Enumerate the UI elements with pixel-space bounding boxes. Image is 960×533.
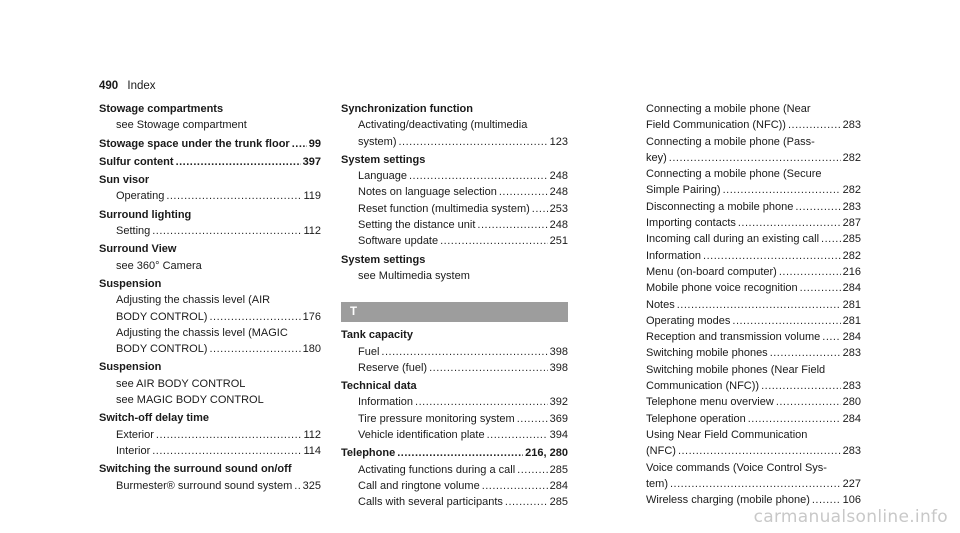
entry-text: Setting the distance unit — [358, 219, 476, 232]
index-column-3 — [629, 101, 861, 508]
index-heading: Surround View — [99, 243, 177, 256]
index-subentry — [629, 280, 861, 296]
index-subentry: see AIR BODY CONTROL — [116, 377, 246, 390]
page-ref: 284 — [842, 331, 861, 344]
entry-text: Communication (NFC)) — [646, 380, 760, 393]
index-heading: Sun visor — [99, 174, 150, 187]
dot-leader — [397, 445, 523, 461]
index-entry — [99, 172, 321, 205]
page-ref: 285 — [842, 233, 861, 246]
entry-text: Telephone menu overview — [646, 396, 774, 409]
index-column-1 — [99, 101, 321, 496]
index-subentry — [99, 427, 321, 443]
dot-leader — [779, 264, 841, 280]
dot-leader — [499, 184, 548, 200]
page-ref: 282 — [842, 184, 861, 197]
page-ref: 283 — [842, 119, 861, 132]
index-entry — [99, 207, 321, 240]
entry-text: Menu (on-board computer) — [646, 265, 777, 278]
page-ref: 283 — [842, 380, 861, 393]
page-ref: 227 — [842, 477, 861, 490]
watermark: carmanualsonline.info — [753, 507, 948, 527]
index-heading: Switching the surround sound on/off — [99, 463, 292, 476]
letter-divider-t: T — [341, 302, 568, 322]
index-subentry — [629, 182, 861, 198]
index-subentry — [629, 231, 861, 247]
dot-leader — [440, 233, 548, 249]
index-entry — [341, 378, 568, 443]
page-ref: 287 — [842, 217, 861, 230]
page-ref: 283 — [842, 200, 861, 213]
entry-text: Activating functions during a call — [358, 463, 516, 476]
dot-leader — [738, 215, 841, 231]
index-column-2-t-entries — [341, 327, 568, 510]
entry-text: Notes on language selection — [358, 186, 497, 199]
page-ref: 398 — [549, 345, 568, 358]
dot-leader — [732, 313, 840, 329]
dot-leader — [209, 341, 300, 357]
entry-text: Vehicle identification plate — [358, 429, 485, 442]
index-subentry — [629, 248, 861, 264]
index-subentry: Voice commands (Voice Control Sys- — [646, 461, 827, 474]
page-ref: 281 — [842, 314, 861, 327]
entry-text: Operating — [116, 190, 165, 203]
page-ref: 282 — [842, 151, 861, 164]
entry-text: tem) — [646, 477, 668, 490]
dot-leader — [821, 231, 841, 247]
index-heading: Stowage compartments — [99, 103, 224, 115]
page-ref: 394 — [549, 429, 568, 442]
entry-text: Importing contacts — [646, 217, 736, 230]
index-heading: Switch-off delay time — [99, 412, 210, 425]
index-subentry — [341, 217, 568, 233]
entry-text: Language — [358, 170, 407, 183]
index-column-2-s-entries — [341, 101, 568, 284]
index-heading: System settings — [341, 253, 426, 266]
page-ref: 248 — [549, 186, 568, 199]
dot-leader — [677, 297, 841, 313]
dot-leader — [482, 478, 548, 494]
entry-text: Reception and transmission volume — [646, 331, 821, 344]
index-subentry — [99, 443, 321, 459]
index-subentry — [629, 476, 861, 492]
dot-leader — [429, 360, 548, 376]
entry-text: Stowage space under the trunk floor — [99, 137, 290, 150]
dot-leader — [415, 394, 548, 410]
dot-leader — [152, 443, 301, 459]
index-subentry — [629, 492, 861, 508]
page-ref: 284 — [549, 479, 568, 492]
index-subentry — [341, 344, 568, 360]
page-ref: 369 — [549, 412, 568, 425]
entry-text: Wireless charging (mobile phone) — [646, 494, 810, 507]
index-subentry: see MAGIC BODY CONTROL — [116, 394, 264, 407]
entry-text: BODY CONTROL) — [116, 343, 208, 356]
entry-text: Mobile phone voice recognition — [646, 282, 798, 295]
index-heading — [341, 445, 568, 461]
dot-leader — [294, 478, 300, 494]
entry-text: Information — [646, 249, 702, 262]
dot-leader — [156, 427, 302, 443]
page-ref: 281 — [842, 298, 861, 311]
entry-text: system) — [358, 135, 397, 148]
dot-leader — [788, 117, 841, 133]
index-entry — [99, 154, 321, 170]
index-subentry — [99, 309, 321, 325]
index-heading: System settings — [341, 153, 426, 166]
dot-leader — [776, 394, 841, 410]
entry-text: Notes — [646, 298, 675, 311]
index-heading: Synchronization function — [341, 103, 473, 115]
index-entry — [341, 445, 568, 510]
entry-text: Simple Pairing) — [646, 184, 721, 197]
index-subentry — [629, 199, 861, 215]
entry-text: (NFC) — [646, 445, 676, 458]
entry-text: Reserve (fuel) — [358, 361, 428, 374]
index-subentry: Switching mobile phones (Near Field — [646, 363, 826, 376]
page-ref: 325 — [302, 479, 321, 492]
dot-leader — [152, 223, 301, 239]
index-subentry: Connecting a mobile phone (Secure — [646, 168, 822, 181]
dot-leader — [381, 344, 547, 360]
dot-leader — [795, 199, 840, 215]
index-subentry: Connecting a mobile phone (Near — [646, 103, 811, 115]
index-heading — [99, 136, 321, 152]
index-subentry — [629, 345, 861, 361]
dot-leader — [399, 134, 548, 150]
page-ref: 283 — [842, 347, 861, 360]
index-subentry — [341, 411, 568, 427]
index-subentry — [99, 188, 321, 204]
index-subentry: Adjusting the chassis level (MAGIC — [116, 326, 288, 339]
page-ref: 180 — [302, 343, 321, 356]
index-subentry — [629, 443, 861, 459]
page-ref: 392 — [549, 396, 568, 409]
page-ref: 112 — [303, 428, 321, 441]
page-number: 490 — [99, 80, 119, 92]
section-title: Index — [127, 80, 156, 92]
page-ref: 119 — [303, 190, 321, 203]
entry-text: Call and ringtone volume — [358, 479, 480, 492]
entry-text: Interior — [116, 444, 151, 457]
page-ref: 176 — [302, 310, 321, 323]
index-subentry — [629, 150, 861, 166]
index-subentry — [629, 264, 861, 280]
index-subentry — [341, 478, 568, 494]
index-entry — [341, 252, 568, 285]
index-subentry — [629, 394, 861, 410]
entry-text: Burmester® surround sound system — [116, 479, 293, 492]
index-subentry: see 360° Camera — [116, 259, 202, 272]
entry-text: Exterior — [116, 428, 154, 441]
dot-leader — [822, 329, 840, 345]
entry-text: key) — [646, 151, 667, 164]
index-subentry — [341, 494, 568, 510]
dot-leader — [209, 309, 300, 325]
index-subentry: Activating/deactivating (multimedia — [358, 119, 528, 132]
index-subentry: Connecting a mobile phone (Pass- — [646, 135, 815, 148]
index-heading — [99, 154, 321, 170]
dot-leader — [678, 443, 841, 459]
index-heading: Surround lighting — [99, 208, 192, 221]
index-entry — [341, 152, 568, 250]
dot-leader — [670, 476, 841, 492]
entry-text: Software update — [358, 235, 439, 248]
entry-text: Incoming call during an existing call — [646, 233, 820, 246]
dot-leader — [800, 280, 841, 296]
index-entry — [99, 359, 321, 408]
index-subentry — [629, 215, 861, 231]
entry-text: Disconnecting a mobile phone — [646, 200, 794, 213]
index-subentry — [99, 478, 321, 494]
index-subentry — [341, 168, 568, 184]
dot-leader — [292, 136, 307, 152]
page-ref: 285 — [549, 496, 568, 509]
index-subentry — [629, 313, 861, 329]
dot-leader — [761, 378, 841, 394]
dot-leader — [532, 201, 548, 217]
entry-text: Switching mobile phones — [646, 347, 768, 360]
dot-leader — [748, 411, 841, 427]
page-ref: 284 — [842, 282, 861, 295]
index-entry — [99, 410, 321, 459]
dot-leader — [703, 248, 841, 264]
page-ref: 248 — [549, 219, 568, 232]
index-subentry — [341, 394, 568, 410]
index-entry — [99, 136, 321, 152]
index-column-2 — [341, 101, 568, 513]
page-ref: 216 — [842, 265, 861, 278]
page-ref: 397 — [302, 155, 321, 168]
page-header — [99, 80, 156, 92]
index-subentry: Using Near Field Communication — [646, 428, 808, 441]
page-ref: 99 — [308, 137, 321, 150]
entry-text: Sulfur content — [99, 155, 174, 168]
dot-leader — [166, 188, 301, 204]
page-ref: 216, 280 — [525, 447, 568, 460]
index-entry — [341, 101, 568, 150]
index-subentry — [341, 134, 568, 150]
dot-leader — [477, 217, 547, 233]
page-ref: 285 — [549, 463, 568, 476]
index-subentry — [341, 427, 568, 443]
index-heading: Technical data — [341, 380, 417, 393]
index-subentry — [99, 223, 321, 239]
page-ref: 248 — [549, 170, 568, 183]
entry-text: Telephone operation — [646, 412, 746, 425]
index-heading: Suspension — [99, 361, 162, 374]
page-ref: 114 — [303, 444, 321, 457]
page-ref: 123 — [549, 135, 568, 148]
index-entry — [99, 241, 321, 274]
index-subentry — [341, 360, 568, 376]
dot-leader — [517, 411, 548, 427]
dot-leader — [723, 182, 841, 198]
index-subentry — [629, 329, 861, 345]
index-heading: Suspension — [99, 277, 162, 290]
index-entry — [341, 327, 568, 376]
page-ref: 283 — [842, 445, 861, 458]
index-entry — [99, 276, 321, 357]
index-subentry — [341, 462, 568, 478]
dot-leader — [176, 154, 301, 170]
dot-leader — [409, 168, 548, 184]
entry-text: Telephone — [341, 447, 396, 460]
dot-leader — [505, 494, 548, 510]
dot-leader — [812, 492, 841, 508]
index-subentry — [629, 378, 861, 394]
index-subentry: see Stowage compartment — [116, 119, 247, 132]
page-ref: 253 — [549, 202, 568, 215]
dot-leader — [517, 462, 547, 478]
entry-text: Operating modes — [646, 314, 731, 327]
index-subentry — [629, 117, 861, 133]
entry-text: Fuel — [358, 345, 380, 358]
page-ref: 398 — [549, 361, 568, 374]
index-subentry: Adjusting the chassis level (AIR — [116, 294, 271, 307]
entry-text: Reset function (multimedia system) — [358, 202, 530, 215]
entry-text: Calls with several participants — [358, 496, 503, 509]
index-subentry — [341, 201, 568, 217]
index-subentry — [629, 411, 861, 427]
index-heading: Tank capacity — [341, 329, 413, 342]
page-ref: 106 — [842, 494, 861, 507]
index-subentry — [629, 297, 861, 313]
index-subentry — [341, 184, 568, 200]
dot-leader — [669, 150, 841, 166]
entry-text: Setting — [116, 225, 151, 238]
index-subentry: see Multimedia system — [358, 269, 470, 282]
entry-text: Information — [358, 396, 414, 409]
index-subentry — [99, 341, 321, 357]
index-entry — [99, 101, 321, 134]
entry-text: BODY CONTROL) — [116, 310, 208, 323]
dot-leader — [770, 345, 841, 361]
page-ref: 280 — [842, 396, 861, 409]
page-ref: 251 — [549, 235, 568, 248]
entry-text: Field Communication (NFC)) — [646, 119, 786, 132]
page-ref: 284 — [842, 412, 861, 425]
dot-leader — [487, 427, 548, 443]
entry-text: Tire pressure monitoring system — [358, 412, 515, 425]
index-entry — [99, 461, 321, 494]
page-ref: 282 — [842, 249, 861, 262]
index-subentry — [341, 233, 568, 249]
page-ref: 112 — [303, 225, 321, 238]
